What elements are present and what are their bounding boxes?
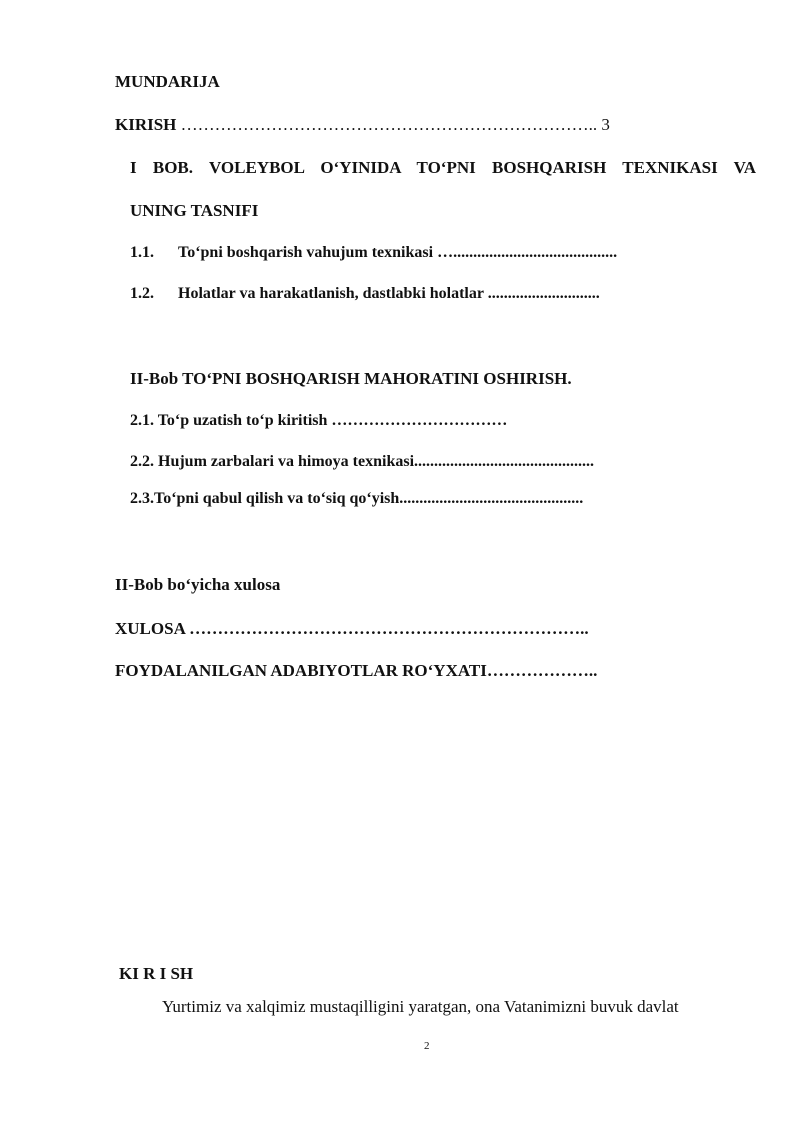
toc-leader-dots: ……………….. — [486, 661, 598, 680]
subentry-text: Holatlar va harakatlanish, dastlabki holatlar — [178, 285, 484, 302]
subentry-number: 1.1. — [130, 244, 154, 261]
intro-heading: KI R I SH — [119, 964, 194, 983]
toc-entry-label: XULOSA — [115, 619, 185, 638]
toc-leader-dots: ............................................. — [414, 453, 595, 470]
toc-leader-dots: …......................................... — [437, 244, 618, 261]
toc-leader-dots: .............................................. — [399, 490, 584, 507]
chapter1-title-line2: UNING TASNIFI — [130, 201, 259, 220]
intro-paragraph-line: Yurtimiz va xalqimiz mustaqilligini yaratgan, ona Vatanimizni buvuk davlat — [162, 997, 679, 1016]
toc-leader-dots: ……………………………………………………………….. — [180, 115, 598, 134]
toc-subentry — [130, 411, 507, 431]
toc-subentry — [130, 284, 600, 304]
toc-subentry — [130, 243, 617, 263]
toc-leader-dots: ............................ — [487, 285, 600, 302]
toc-entry-xulosa — [115, 619, 589, 639]
chapter2-title: II-Bob TO‘PNI BOSHQARISH MAHORATINI OSHIRISH. — [130, 369, 572, 388]
toc-heading: MUNDARIJA — [115, 72, 220, 91]
subentry-text: To‘pni boshqarish vahujum texnikasi — [178, 244, 434, 261]
toc-leader-dots: …………………………… — [331, 412, 508, 429]
chapter2-conclusion: II-Bob bo‘yicha xulosa — [115, 575, 281, 594]
toc-leader-dots: …………………………………………………………….. — [189, 619, 589, 638]
subentry-text: 2.1. To‘p uzatish to‘p kiritish — [130, 412, 328, 429]
subentry-text: 2.3.To‘pni qabul qilish va to‘siq qo‘yish — [130, 490, 400, 507]
toc-entry-label: KIRISH — [115, 115, 177, 134]
subentry-number: 1.2. — [130, 285, 154, 302]
toc-entry-label: FOYDALANILGAN ADABIYOTLAR RO‘YXATI — [115, 661, 487, 680]
toc-entry-kirish — [115, 115, 610, 135]
toc-subentry — [130, 489, 583, 509]
toc-page-number: 3 — [601, 115, 610, 134]
page-number: 2 — [424, 1040, 430, 1052]
chapter1-title-line1: I BOB. VOLEYBOL O‘YINIDA TO‘PNI BOSHQARISH TEXNIKASI VA — [130, 158, 756, 177]
toc-subentry — [130, 452, 594, 472]
toc-entry-adabiyotlar — [115, 661, 597, 681]
subentry-text: 2.2. Hujum zarbalari va himoya texnikasi — [130, 453, 415, 470]
